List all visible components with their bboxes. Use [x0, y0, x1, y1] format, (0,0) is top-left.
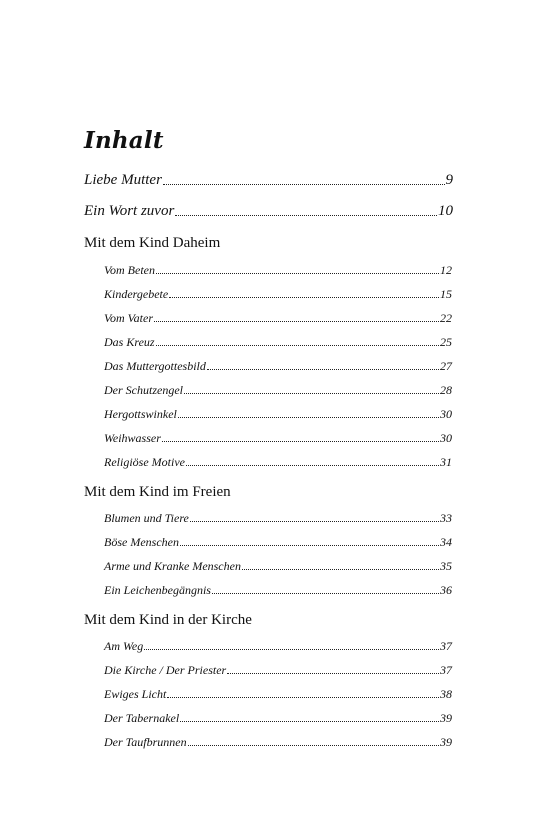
dot-leader	[188, 745, 439, 746]
toc-entry-label: Religiöse Motive	[104, 455, 185, 469]
toc-entry-label: Weihwasser	[104, 431, 161, 445]
toc-entry-page: 15	[440, 287, 452, 301]
toc-entry	[104, 263, 452, 278]
toc-entry-page: 38	[440, 687, 452, 701]
toc-entry	[104, 407, 452, 422]
toc-entry	[104, 311, 452, 326]
dot-leader	[227, 673, 439, 674]
dot-leader	[190, 521, 439, 522]
toc-entry-label: Vom Vater	[104, 311, 153, 325]
toc-entry	[104, 335, 452, 350]
toc-entry-page: 30	[440, 431, 452, 445]
dot-leader	[167, 697, 439, 698]
toc-entry-page: 10	[438, 203, 453, 219]
toc-entry-label: Blumen und Tiere	[104, 511, 189, 525]
toc-entry-page: 27	[440, 359, 452, 373]
toc-entry	[104, 431, 452, 446]
dot-leader	[242, 569, 439, 570]
toc-entry	[104, 711, 452, 726]
toc-entry-page: 35	[440, 559, 452, 573]
toc-entry-label: Hergottswinkel	[104, 407, 177, 421]
toc-entry-label: Der Schutzengel	[104, 383, 183, 397]
dot-leader	[184, 393, 439, 394]
toc-entry-page: 37	[440, 663, 452, 677]
toc-entry	[104, 535, 452, 550]
toc-entry-label: Der Taufbrunnen	[104, 735, 187, 749]
toc-entry	[104, 383, 452, 398]
dot-leader	[156, 345, 439, 346]
toc-entry-label: Kindergebete	[104, 287, 169, 301]
toc-entry-page: 28	[440, 383, 452, 397]
toc-entry	[104, 287, 452, 302]
toc-entry-page: 31	[440, 455, 452, 469]
dot-leader	[156, 273, 439, 274]
page-title: Inhalt	[84, 127, 164, 154]
toc-entry	[104, 583, 452, 598]
toc-entry-page: 30	[440, 407, 452, 421]
toc-entry-page: 36	[440, 583, 452, 597]
toc-entry-label: Am Weg	[104, 639, 144, 653]
dot-leader	[178, 417, 439, 418]
dot-leader	[180, 545, 439, 546]
dot-leader	[144, 649, 439, 650]
toc-entry-page: 39	[440, 711, 452, 725]
toc-entry-label: Liebe Mutter	[84, 172, 162, 188]
toc-entry-label: Das Kreuz	[104, 335, 155, 349]
toc-entry	[104, 639, 452, 654]
dot-leader	[180, 721, 439, 722]
toc-entry-label: Böse Menschen	[104, 535, 179, 549]
dot-leader	[163, 184, 445, 185]
toc-entry	[104, 359, 452, 374]
toc-entry-label: Ein Wort zuvor	[84, 203, 175, 219]
toc-entry-label: Ewiges Licht	[104, 687, 167, 701]
toc-entry	[104, 687, 452, 702]
toc-entry-label: Das Muttergottesbild	[104, 359, 206, 373]
dot-leader	[207, 369, 439, 370]
toc-entry-page: 37	[440, 639, 452, 653]
toc-entry-label: Die Kirche / Der Priester	[104, 663, 227, 677]
toc-entry	[84, 172, 453, 189]
toc-entry-page: 34	[440, 535, 452, 549]
toc-entry-page: 9	[445, 172, 453, 188]
toc-entry	[104, 455, 452, 470]
dot-leader	[162, 441, 439, 442]
toc-entry-label: Arme und Kranke Menschen	[104, 559, 241, 573]
section-heading: Mit dem Kind Daheim	[84, 235, 221, 251]
toc-entry	[104, 735, 452, 750]
toc-entry-page: 25	[440, 335, 452, 349]
toc-entry	[104, 663, 452, 678]
dot-leader	[169, 297, 439, 298]
toc-entry-label: Vom Beten	[104, 263, 155, 277]
dot-leader	[212, 593, 439, 594]
dot-leader	[154, 321, 439, 322]
toc-entry	[84, 203, 453, 220]
toc-entry-page: 22	[440, 311, 452, 325]
dot-leader	[175, 215, 437, 216]
section-heading: Mit dem Kind in der Kirche	[84, 612, 252, 628]
toc-entry	[104, 559, 452, 574]
toc-entry-page: 12	[440, 263, 452, 277]
toc-entry	[104, 511, 452, 526]
toc-entry-page: 33	[440, 511, 452, 525]
dot-leader	[186, 465, 439, 466]
toc-entry-page: 39	[440, 735, 452, 749]
toc-entry-label: Ein Leichenbegängnis	[104, 583, 211, 597]
section-heading: Mit dem Kind im Freien	[84, 484, 231, 500]
toc-entry-label: Der Tabernakel	[104, 711, 180, 725]
